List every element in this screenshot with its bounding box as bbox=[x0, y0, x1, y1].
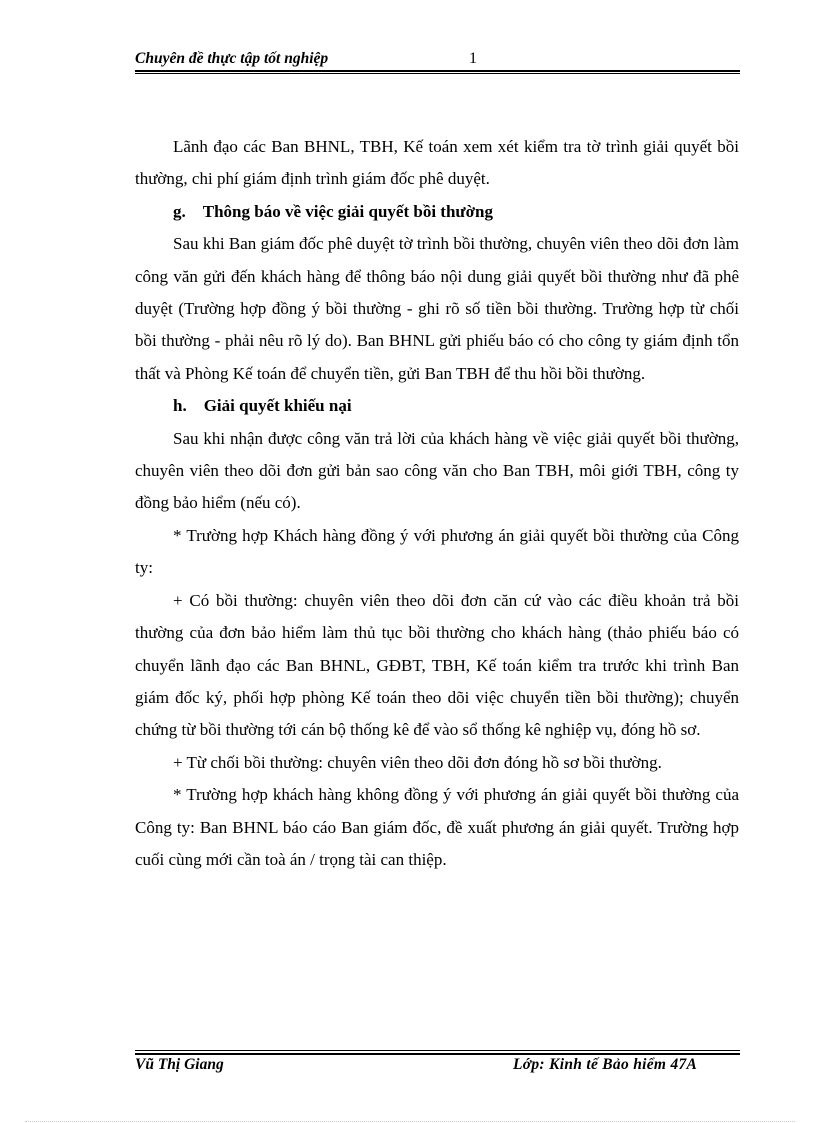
footer-rule-thick bbox=[135, 1053, 740, 1055]
paragraph: Sau khi Ban giám đốc phê duyệt tờ trình bồi thường, chuyên viên theo dõi đơn làm công văn gửi đến khách hàng để thông báo nội dung giải quyết bồi thường như đã phê duyệt (Trường hợp đồng ý bồi thường - ghi rõ số tiền bồi thường. Trường hợp từ chối bồi thường - phải nêu rõ lý do). Ban BHNL gửi phiếu báo có cho công ty giám định tổn thất và Phòng Kế toán để chuyển tiền, gửi Ban TBH để thu hồi bồi thường. bbox=[135, 234, 739, 383]
paragraph: * Trường hợp khách hàng không đồng ý với phương án giải quyết bồi thường của Công ty: Ban BHNL báo cáo Ban giám đốc, đề xuất phương án giải quyết. Trường hợp cuối cùng mới cần toà án / trọng tài can thiệp. bbox=[135, 785, 739, 869]
paragraph: + Từ chối bồi thường: chuyên viên theo dõi đơn đóng hồ sơ bồi thường. bbox=[173, 752, 662, 772]
document-body bbox=[135, 131, 739, 876]
header-title: Chuyên đề thực tập tốt nghiệp bbox=[135, 50, 329, 67]
page-header bbox=[135, 50, 740, 70]
footer-class: Lớp: Kinh tế Bảo hiểm 47A bbox=[513, 1056, 698, 1073]
section-heading-g: g. Thông báo về việc giải quyết bồi thường bbox=[173, 201, 493, 221]
paragraph: + Có bồi thường: chuyên viên theo dõi đơn căn cứ vào các điều khoản trả bồi thường của đơn bảo hiểm làm thủ tục bồi thường cho khách hàng (thảo phiếu báo có chuyển lãnh đạo các Ban BHNL, GĐBT, TBH, Kế toán kiểm tra trước khi trình Ban giám đốc ký, phối hợp phòng Kế toán theo dõi việc chuyển tiền bồi thường); chuyển chứng từ bồi thường tới cán bộ thống kê để vào sổ thống kê nghiệp vụ, đóng hồ sơ. bbox=[135, 590, 739, 740]
page-footer bbox=[135, 1056, 740, 1078]
section-heading-h: h. Giải quyết khiếu nại bbox=[173, 396, 352, 416]
footer-rule-thin bbox=[135, 1050, 740, 1051]
footer-author: Vũ Thị Giang bbox=[135, 1056, 224, 1073]
header-rule-thin bbox=[135, 73, 740, 74]
paragraph: Lãnh đạo các Ban BHNL, TBH, Kế toán xem xét kiểm tra tờ trình giải quyết bồi thường, chi phí giám định trình giám đốc phê duyệt. bbox=[135, 137, 739, 189]
page-bottom-border bbox=[25, 1121, 795, 1122]
page-number: 1 bbox=[469, 50, 477, 67]
paragraph: Sau khi nhận được công văn trả lời của khách hàng về việc giải quyết bồi thường, chuyên viên theo dõi đơn gửi bản sao công văn cho Ban TBH, môi giới TBH, công ty đồng bảo hiểm (nếu có). bbox=[135, 428, 739, 513]
paragraph: * Trường hợp Khách hàng đồng ý với phương án giải quyết bồi thường của Công ty: bbox=[135, 525, 739, 578]
header-rule-thick bbox=[135, 70, 740, 72]
